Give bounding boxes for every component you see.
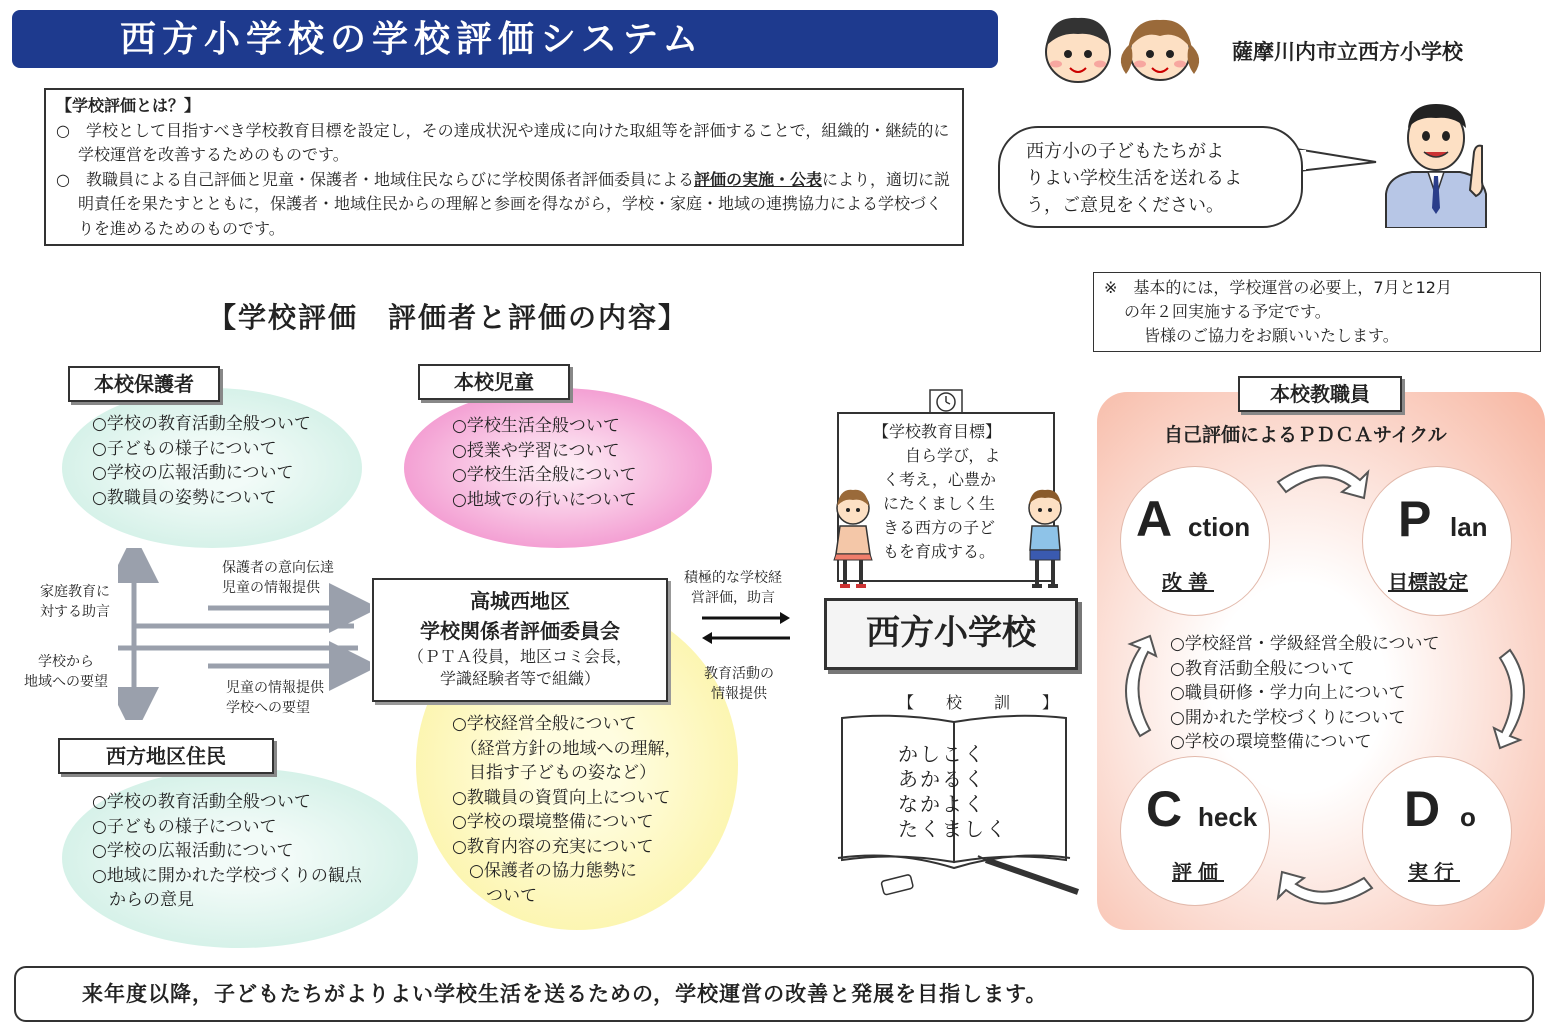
list-item: ○学校の教育活動全般ついて [92,792,311,812]
motto-title: 【 校 訓 】 [898,693,1067,712]
students-label: 本校児童 [418,364,570,400]
speech-bubble-tail [1290,140,1380,180]
plan-letter: P [1398,491,1432,547]
action-letter: A [1136,491,1173,547]
label-line: 学校への要望 [226,700,310,716]
label-line: 保護者の意向伝達 [222,560,334,576]
list-item: からの意見 [92,890,194,910]
committee-list [452,712,682,908]
list-item: ○教育活動全般について [1170,658,1355,679]
list-item: ついて [452,885,537,906]
definition-box [44,88,964,246]
list-item: ○学校の環境整備について [452,812,654,832]
boy-illustration [1020,486,1070,590]
page-title: 西方小学校の学校評価システム [12,10,998,68]
staff-label: 本校教職員 [1238,376,1402,412]
motto-line: たくましく [898,817,1008,841]
label-line: 学校から [38,654,94,670]
speech-line: 西方小の子どもたちがよ [1026,141,1224,162]
definition-emphasis: 評価の実施・公表 [693,169,822,189]
list-item: ○授業や学習について [452,440,620,461]
list-item: ○学校の広報活動について [92,463,294,483]
plan-jp: 目標設定 [1388,570,1468,594]
label-line: 児童の情報提供 [226,680,324,696]
list-item: ○教職員の姿勢について [92,487,277,508]
definition-heading: 【学校評価とは？】 [56,96,201,115]
definition-item-1: ○ 学校として目指すべき学校教育目標を設定し，その達成状況や達成に向けた取組等を評価することで，組織的・継続的に学校運営を改善するためのものです。 [56,120,950,164]
school-name-box: 西方小学校 [824,598,1078,670]
list-item: ○開かれた学校づくりについて [1170,707,1406,728]
list-item: （経営方針の地域への理解， [452,738,682,759]
list-item: ○地域に開かれた学校づくりの観点 [92,865,362,886]
list-item: ○教職員の資質向上について [452,787,671,808]
motto-line: あかるく [898,767,986,791]
girl-illustration [828,486,878,590]
schedule-note [1093,272,1541,352]
active-eval-label [684,568,782,608]
goal-line: もを育成する。 [883,542,996,561]
list-item: 目指す子どもの姿など） [452,763,656,783]
goal-heading: 【学校教育目標】 [873,422,1002,441]
list-item: ○学校の環境整備について [1170,732,1372,752]
motto-lines [898,742,1008,842]
list-item: ○学校の教育活動全般ついて [92,414,311,434]
students-list [452,414,637,512]
staff-list [1170,632,1440,755]
parents-list [92,412,311,510]
do-word: o [1460,802,1476,832]
label-line: 家庭教育に [40,584,110,600]
list-item: ○学校経営・学級経営全般について [1170,634,1440,654]
community-request-label [24,652,108,692]
definition-item-2-tail: により，適切に説明責任を果たすとともに，保護者・地域住民からの理解と参画を得ながら，学校・家庭・地域の連携協力による学校づくりを進めるためのものです。 [78,169,950,238]
exchange-arrows [700,610,792,650]
list-item: ○学校生活全般ついて [452,416,620,436]
list-item: ○学校生活全般について [452,465,637,485]
plan-word: lan [1450,512,1488,542]
label-line: 対する助言 [40,604,110,620]
committee-name: 学校関係者評価委員会 [420,619,620,643]
action-word: ction [1188,512,1251,542]
label-line: 地域への要望 [24,674,108,690]
note-line: 皆様のご協力をお願いいたします。 [1144,326,1399,345]
motto-line: なかよく [898,792,986,816]
check-word: heck [1198,802,1258,832]
action-jp: 改善 [1162,570,1214,594]
definition-item-2-text: ○ 教職員による自己評価と児童・保護者・地域住民ならびに学校関係者評価委員による [56,169,694,189]
list-item: ○学校の広報活動について [92,841,294,861]
committee-members: （ＰＴＡ役員，地区コミ会長， [407,647,632,666]
parents-label: 本校保護者 [68,366,220,402]
school-name: 薩摩川内市立西方小学校 [1232,39,1463,64]
residents-label: 西方地区住民 [58,738,274,774]
list-item: ○教育内容の充実について [452,836,654,857]
list-item: ○子どもの様子について [92,438,277,459]
child-info-label [226,678,324,718]
definition-item-2 [56,168,952,242]
committee-area: 高城西地区 [470,589,570,613]
list-item: ○子どもの様子について [92,816,277,837]
teacher-illustration [1378,98,1496,228]
list-item: ○地域での行いについて [452,489,637,510]
footer-message: 来年度以降，子どもたちがよりよい学校生活を送るための，学校運営の改善と発展を目指します。 [14,966,1534,1022]
do-jp: 実行 [1408,860,1460,884]
committee-box [372,578,668,702]
note-line: の年２回実施する予定です。 [1124,302,1331,321]
check-jp: 評価 [1172,860,1224,884]
children-faces-illustration [1034,10,1224,86]
list-item: ○学校経営全般について [452,714,637,734]
speech-bubble [998,126,1303,228]
pdca-subtitle: 自己評価によるＰＤＣＡサイクル [1164,424,1447,446]
label-line: 教育活動の [704,666,774,682]
label-line: 児童の情報提供 [222,580,320,596]
label-line: 積極的な学校経 [684,570,782,586]
speech-line: う，ご意見をください。 [1026,195,1224,216]
committee-members: 学識経験者等で組織） [439,669,600,688]
goal-line: にたくましく生 [883,494,996,513]
list-item: ○保護者の協力態勢に [452,861,637,881]
home-advice-label [40,582,110,622]
speech-line: りよい学校生活を送れるよ [1026,168,1242,189]
label-line: 情報提供 [711,686,767,702]
section-title: 【学校評価 評価者と評価の内容】 [208,301,689,334]
note-line: ※ 基本的には，学校運営の必要上，7月と12月 [1104,278,1452,297]
goal-line: く考え，心豊か [883,470,996,489]
motto-line: かしこく [898,742,986,766]
do-letter: D [1404,781,1441,837]
residents-list [92,790,362,913]
label-line: 営評価，助言 [691,590,775,606]
goal-line: きる西方の子ど [883,518,996,537]
parent-info-label [222,558,334,598]
check-letter: C [1146,781,1183,837]
edu-info-label [704,664,774,704]
list-item: ○職員研修・学力向上について [1170,683,1406,703]
goal-line: 自ら学び，よ [905,446,1001,465]
